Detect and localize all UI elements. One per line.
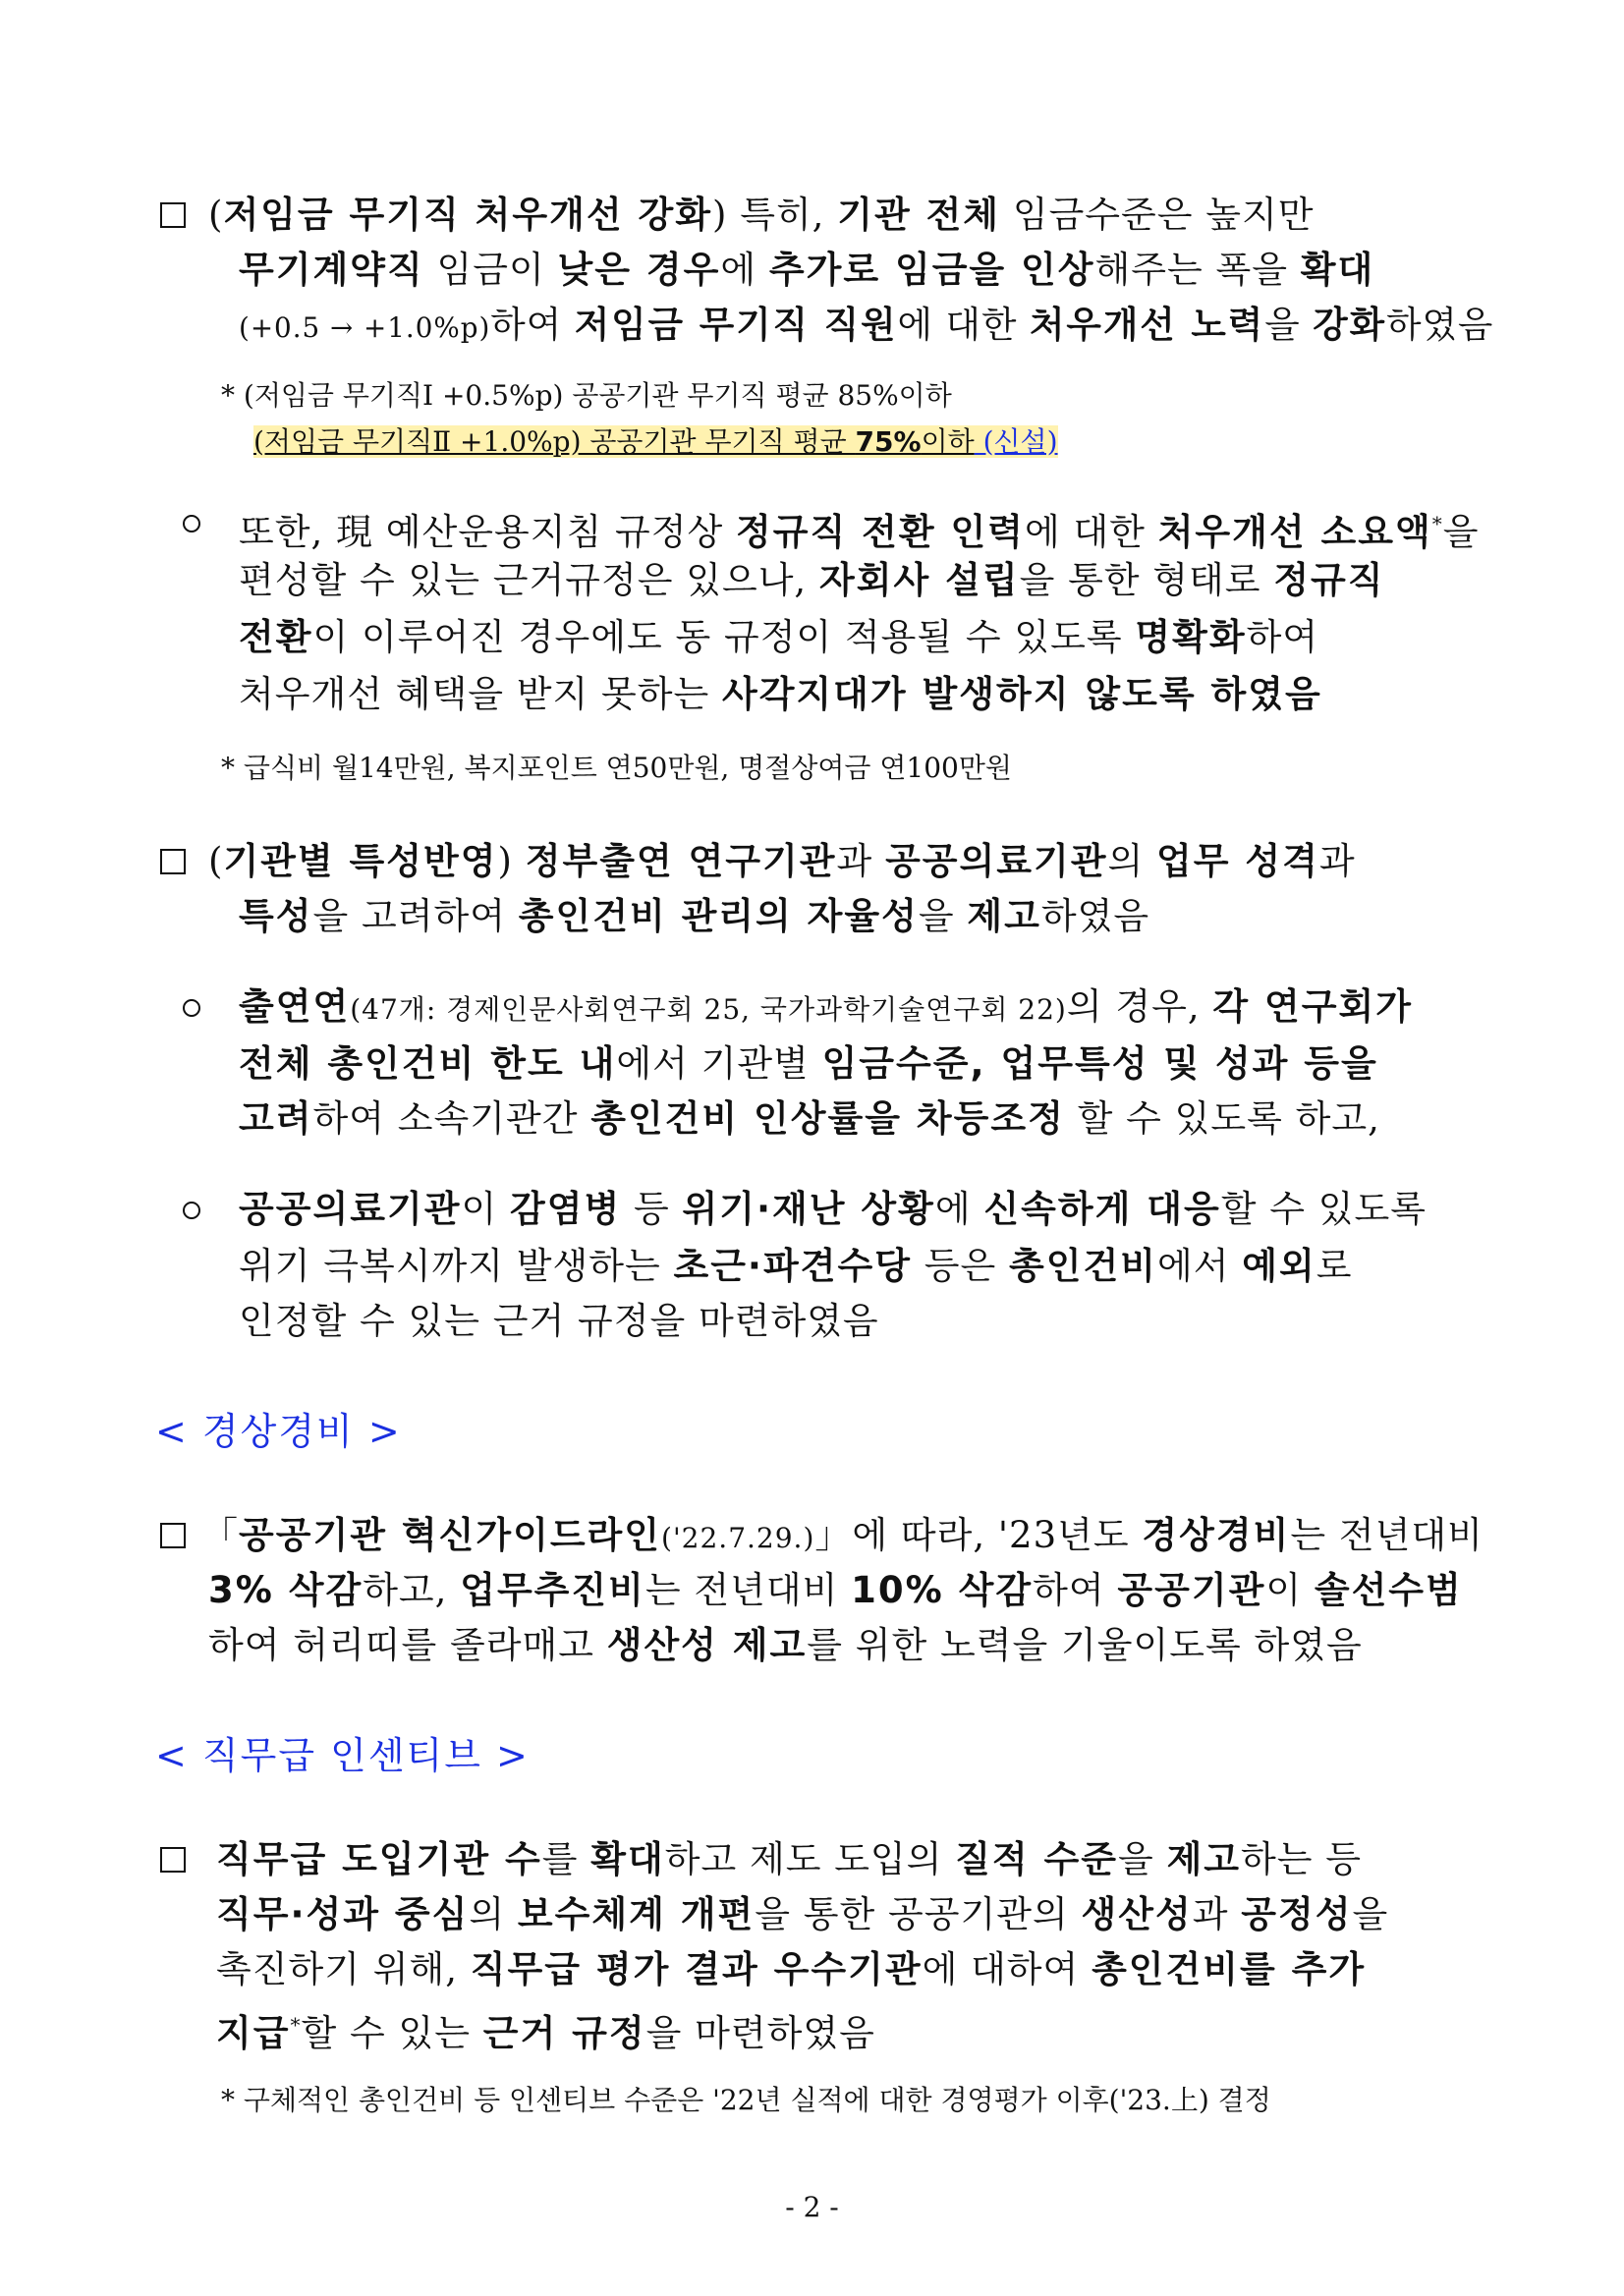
s3-line1: 「공공기관 혁신가이드라인('22.7.29.)」에 따라, '23년도 경상경비는 전년대비 [201,1514,1484,1556]
page-number: - 2 - [785,2191,839,2223]
s2-line2: 특성을 고려하여 총인건비 관리의 자율성을 제고하였음 [239,895,1150,937]
s3-line3: 하여 허리띠를 졸라매고 생산성 제고를 위한 노력을 기울이도록 하였음 [208,1624,1363,1666]
s1-line1: (저임금 무기직 처우개선 강화) 특히, 기관 전체 임금수준은 높지만 [208,194,1315,236]
checkbox-bullet-icon [160,1847,186,1873]
s1o-line2: 편성할 수 있는 근거규정은 있으나, 자회사 설립을 통한 형태로 정규직 [239,559,1385,601]
s4-line2: 직무·성과 중심의 보수체계 개편을 통한 공공기관의 생산성과 공정성을 [216,1893,1389,1935]
circle-bullet-icon [183,1202,200,1219]
checkbox-bullet-icon [160,849,186,874]
s2o2-line3: 인정할 수 있는 근거 규정을 마련하였음 [239,1300,879,1342]
s1-note1: * (저임금 무기직Ⅰ +0.5%p) 공공기관 무기직 평균 85%이하 [221,379,952,412]
s2-line1: (기관별 특성반영) 정부출연 연구기관과 공공의료기관의 업무 성격과 [208,840,1356,882]
s3-line2: 3% 삭감하고, 업무추진비는 전년대비 10% 삭감하여 공공기관이 솔선수범 [208,1569,1463,1611]
s4-line4: 지급*할 수 있는 근거 규정을 마련하였음 [216,2012,875,2054]
checkbox-bullet-icon [160,202,186,228]
s2o2-line1: 공공의료기관이 감염병 등 위기·재난 상황에 신속하게 대응할 수 있도록 [239,1188,1427,1230]
s1o-line4: 처우개선 혜택을 받지 못하는 사각지대가 발생하지 않도록 하였음 [239,673,1322,715]
circle-bullet-icon [183,515,200,532]
s1-line3: (+0.5 → +1.0%p)하여 저임금 무기직 직원에 대한 처우개선 노력을 강화하였음 [239,304,1494,346]
s1-line2: 무기계약직 임금이 낮은 경우에 추가로 임금을 인상해주는 폭을 확대 [239,249,1375,291]
s1o-note1: * 급식비 월14만원, 복지포인트 연50만원, 명절상여금 연100만원 [221,752,1012,784]
s4-note1: * 구체적인 총인건비 등 인센티브 수준은 '22년 실적에 대한 경영평가 이후('23.上) 결정 [221,2084,1271,2116]
s1o-line1: 또한, 現 예산운용지침 규정상 정규직 전환 인력에 대한 처우개선 소요액*을 [239,511,1480,553]
s2o1-line2: 전체 총인건비 한도 내에서 기관별 임금수준, 업무특성 및 성과 등을 [239,1042,1378,1085]
s4-line3: 촉진하기 위해, 직무급 평가 결과 우수기관에 대하여 총인건비를 추가 [216,1948,1367,1990]
circle-bullet-icon [183,999,200,1017]
s1o-line3: 전환이 이루어진 경우에도 동 규정이 적용될 수 있도록 명확화하여 [239,616,1319,658]
section-heading-operating-expenses: < 경상경비 > [155,1410,402,1453]
s4-line1: 직무급 도입기관 수를 확대하고 제도 도입의 질적 수준을 제고하는 등 [216,1838,1363,1880]
s2o1-line3: 고려하여 소속기관간 총인건비 인상률을 차등조정 할 수 있도록 하고, [239,1097,1380,1140]
s1-note2-highlighted: (저임금 무기직Ⅱ +1.0%p) 공공기관 무기직 평균 75%이하 (신설) [253,425,1058,458]
section-heading-job-pay-incentive: < 직무급 인센티브 > [155,1734,530,1777]
s2o1-line1: 출연연(47개: 경제인문사회연구회 25, 국가과학기술연구회 22)의 경우, 각 연구회가 [239,985,1413,1028]
s2o2-line2: 위기 극복시까지 발생하는 초근·파견수당 등은 총인건비에서 예외로 [239,1245,1353,1287]
checkbox-bullet-icon [160,1523,186,1548]
